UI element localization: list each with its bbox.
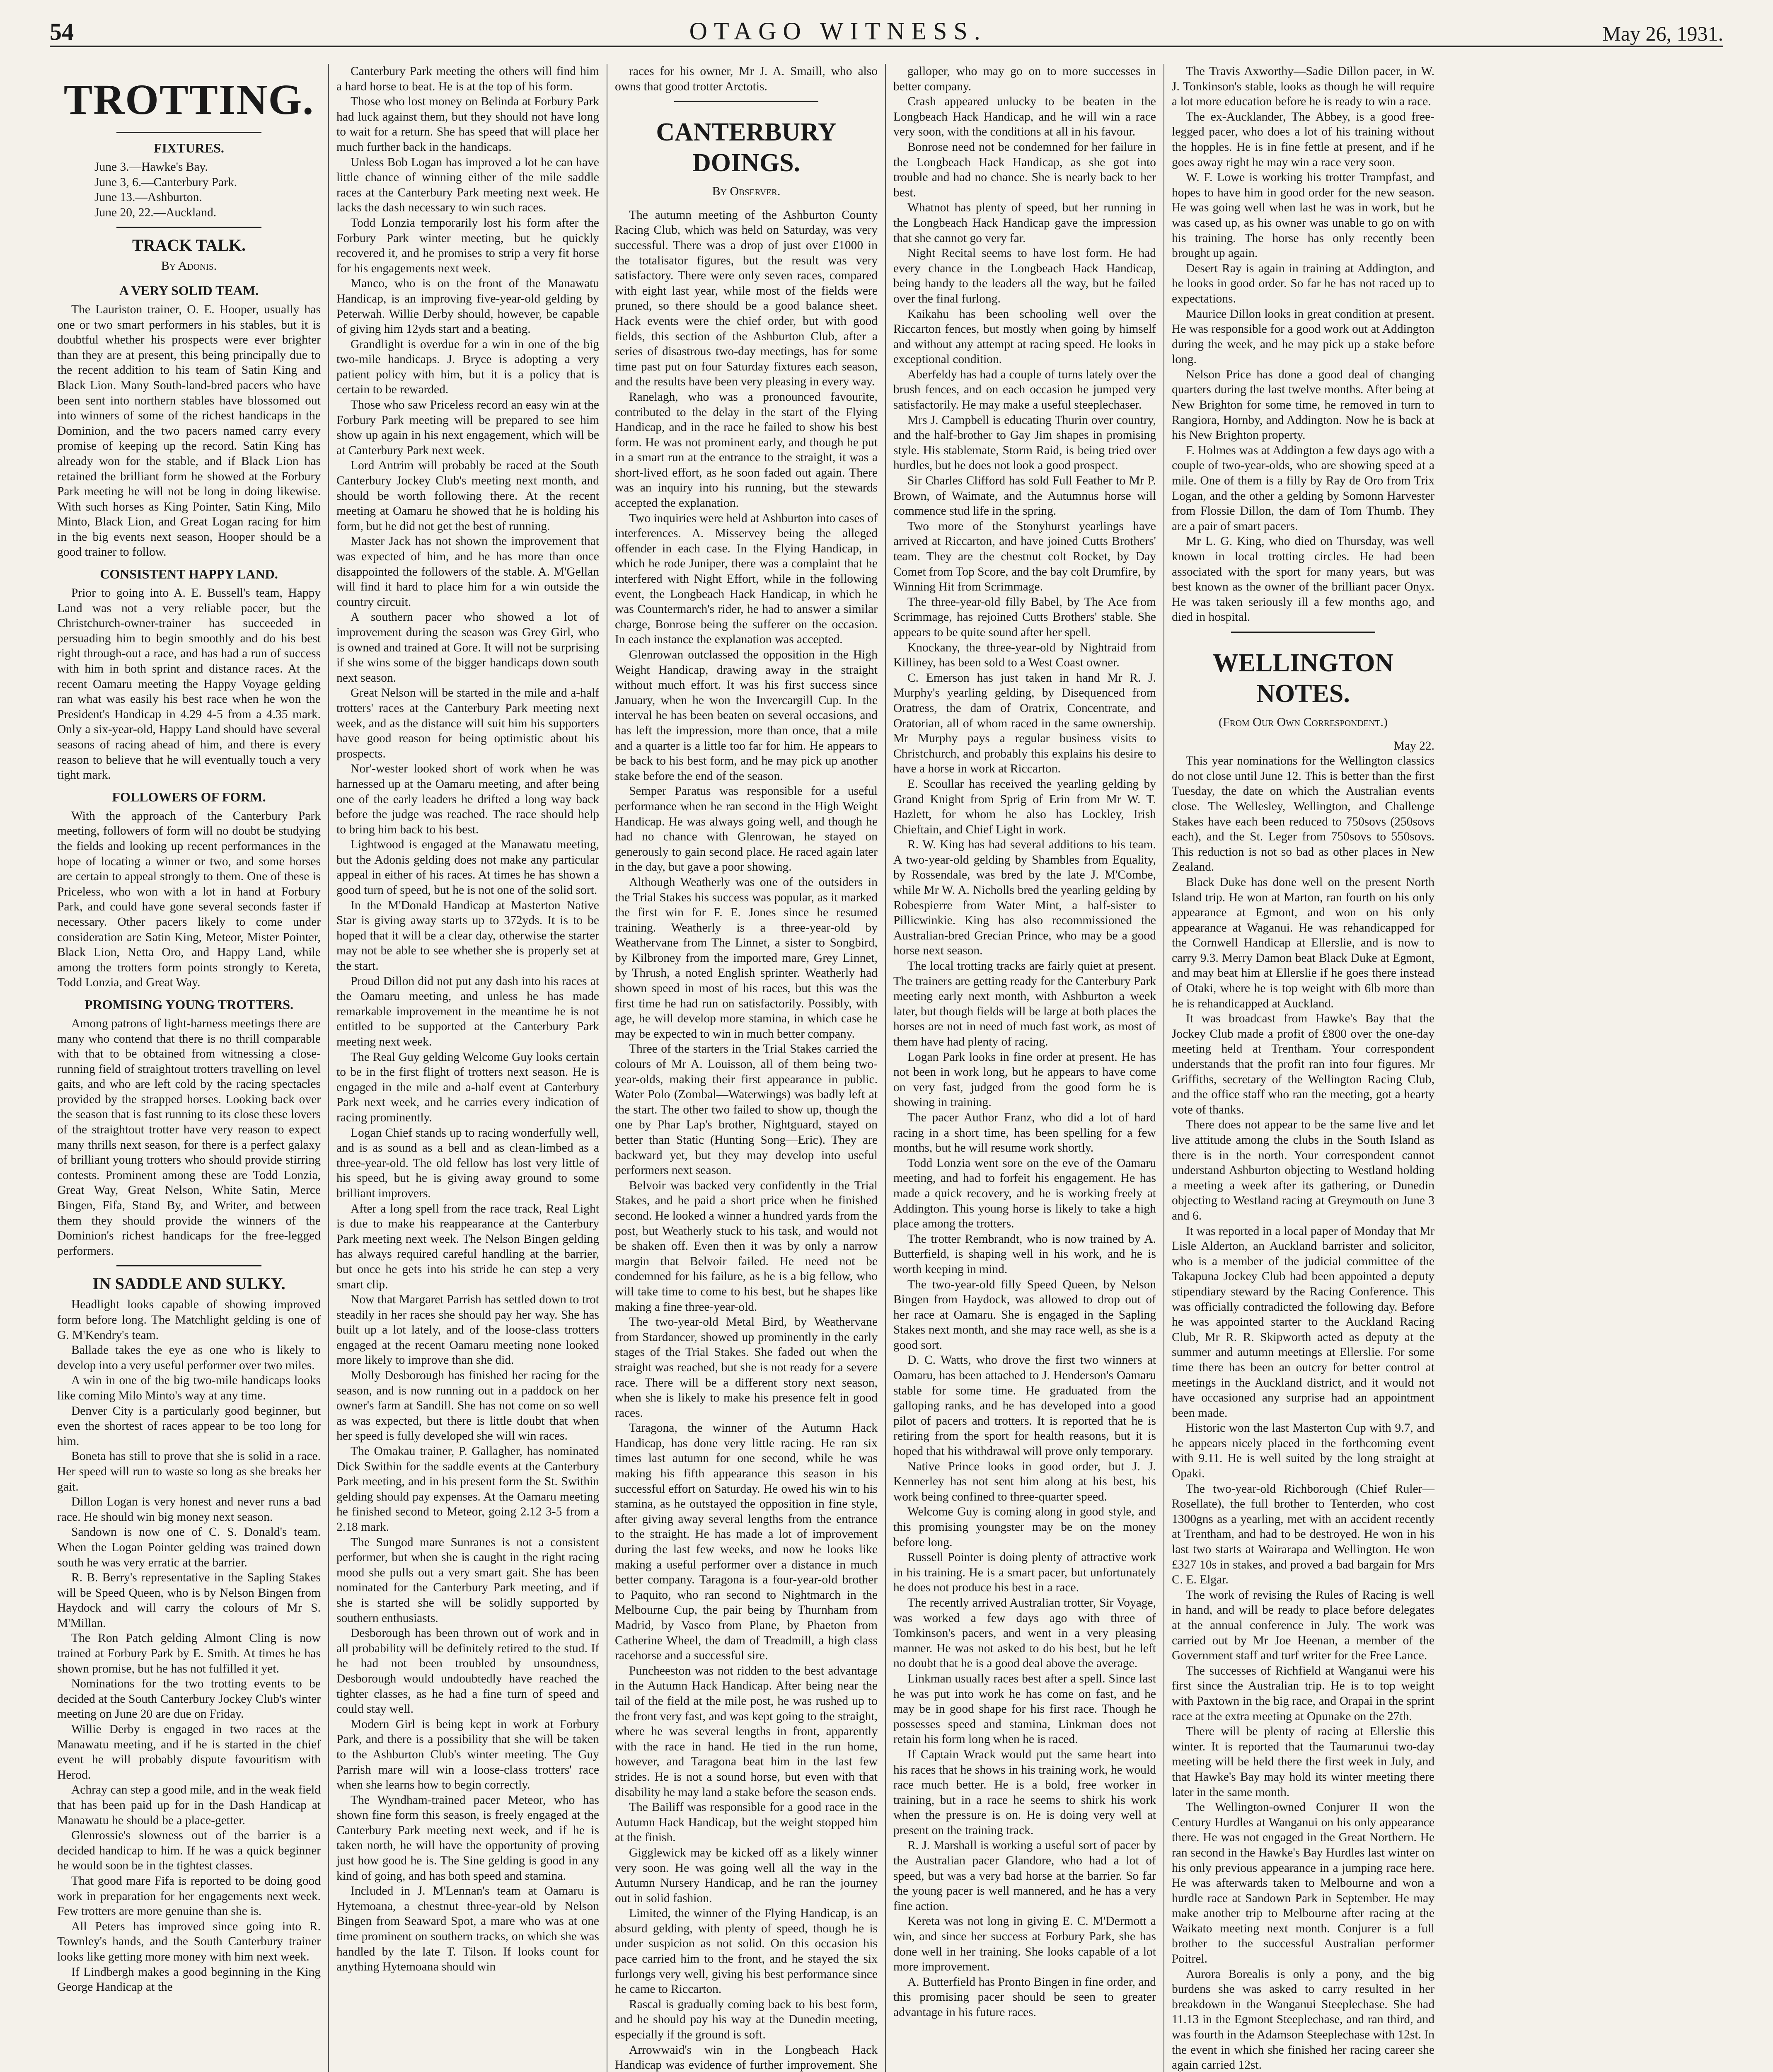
article-paragraph: A southern pacer who showed a lot of improvement during the season was Grey Girl, who is owned and trained at Gore. It will not be surprising if she wins some of the bigger handicaps down south next season. <box>336 610 599 685</box>
article-paragraph: Logan Park looks in fine order at present. He has not been in work long, but he appears to have come on very fast, judged from the good form he is showing in training. <box>893 1050 1156 1109</box>
divider <box>116 227 261 228</box>
article-paragraph: Sir Charles Clifford has sold Full Feather to Mr P. Brown, of Waimate, and the Autumnus horse will commence stud life in the spring. <box>893 474 1156 518</box>
article-paragraph: The recently arrived Australian trotter, Sir Voyage, was worked a few days ago with three of Tomkinson's pacers, and went in a very pleasing manner. He was not asked to do his best, but he left no doubt that he is a good deal above the average. <box>893 1596 1156 1670</box>
article-paragraph: Achray can step a good mile, and in the weak field that has been paid up for in the Dash Handicap at Manawatu he should be a place-getter. <box>57 1783 321 1827</box>
article-paragraph: Dillon Logan is very honest and never runs a bad race. He should win big money next season. <box>57 1495 321 1524</box>
article-paragraph: Grandlight is overdue for a win in one of the big two-mile handicaps. J. Bryce is adopting a very patient policy with him, but it is a policy that is certain to be rewarded. <box>336 337 599 397</box>
article-paragraph: Welcome Guy is coming along in good style, and this promising youngster may be on the money before long. <box>893 1505 1156 1549</box>
article-paragraph: Molly Desborough has finished her racing for the season, and is now running out in a paddock on her owner's farm at Sandill. She has not come on so well as was expected, but there is little doubt that when her speed is fully developed she will win races. <box>336 1369 599 1443</box>
article-paragraph: Gigglewick may be kicked off as a likely winner very soon. He was going well all the way in the Autumn Nursery Handicap, and he ran the journey out in solid fashion. <box>615 1846 878 1905</box>
fixture-item: June 3, 6.—Canterbury Park. <box>94 175 237 189</box>
article-paragraph: All Peters has improved since going into R. Townley's hands, and the South Canterbury trainer looks like getting more money with him next week. <box>57 1920 321 1963</box>
article-paragraph: Bonrose need not be condemned for her failure in the Longbeach Hack Handicap, as she got into trouble and had no chance. She is nearly back to her best. <box>893 140 1156 199</box>
article-paragraph: With the approach of the Canterbury Park meeting, followers of form will no doubt be studying the fields and looking up recent performances in the hope of locating a winner or two, and some horses are certain to appeal strongly to them. One of these is Priceless, who won with a lot in hand at Forbury Park, and could have gone several seconds faster if necessary. Other pacers likely to come under consideration are Satin King, Meteor, Mister Pointer, Black Lion, Netta Oro, and Happy Land, while among the trotters form points strongly to Kereta, Todd Lonzia, and Great Way. <box>57 809 321 990</box>
article-paragraph: In the M'Donald Handicap at Masterton Native Star is giving away starts up to 372yds. It is to be hoped that it will be a clear day, otherwise the starter may not be able to see whether she is properly set at the start. <box>336 898 599 973</box>
column-5 <box>1163 64 1442 2072</box>
wellington-date: May 22. <box>1393 739 1434 753</box>
article-paragraph: Lightwood is engaged at the Manawatu meeting, but the Adonis gelding does not make any particular appeal in either of his races. At times he has shown a good turn of speed, but he is not one of the solid sort. <box>336 838 599 897</box>
fixture-item: June 3.—Hawke's Bay. <box>94 160 208 174</box>
happy-land-heading: CONSISTENT HAPPY LAND. <box>100 566 278 582</box>
article-paragraph: The Wyndham-trained pacer Meteor, who has shown fine form this season, is freely engaged at the Canterbury Park meeting next week, and if he is taken north, he will have the opportunity of proving just how good he is. The Sine gelding is good in any kind of going, and has both speed and stamina. <box>336 1793 599 1883</box>
article-paragraph: Crash appeared unlucky to be beaten in the Longbeach Hack Handicap, and he will win a race very soon, with the conditions at all in his favour. <box>893 95 1156 139</box>
article-paragraph: Modern Girl is being kept in work at Forbury Park, and there is a possibility that she will be taken to the Ashburton Club's winter meeting. The Guy Parrish mare will win a loose-class trotters' race when she learns how to begin correctly. <box>336 1717 599 1792</box>
article-paragraph: R. B. Berry's representative in the Sapling Stakes will be Speed Queen, who is by Nelson Bingen from Haydock and will carry the colours of Mr S. M'Millan. <box>57 1571 321 1630</box>
article-paragraph: Manco, who is on the front of the Manawatu Handicap, is an improving five-year-old gelding by Peterwah. Willie Derby should, however, be capable of giving him 12yds start and a beating. <box>336 277 599 336</box>
fixtures-list <box>57 160 321 220</box>
article-paragraph: There does not appear to be the same live and let live attitude among the clubs in the South Island as there is in the north. Your correspondent cannot understand Ashburton objecting to Westland holding a meeting a week after its gathering, or Dunedin objecting to Westland racing at Greymouth on June 3 and 6. <box>1172 1118 1434 1222</box>
wellington-notes-heading: WELLINGTON NOTES. <box>1212 649 1394 708</box>
article-paragraph: The two-year-old Richborough (Chief Ruler—Rosellate), the full brother to Tenterden, who cost 1300gns as a yearling, met with an accident recently at Trentham, and had to be destroyed. He won in his last two starts at Wairarapa and Wellington. He won £327 10s in stakes, and proved a bad bargain for Mrs C. E. Elgar. <box>1172 1482 1434 1587</box>
divider <box>1231 632 1376 633</box>
page-number: 54 <box>50 18 74 45</box>
article-paragraph: Taragona, the winner of the Autumn Hack Handicap, has done very little racing. He ran six times last autumn for one second, while he was making his fifth appearance this season in his successful effort on Saturday. He owed his win to his stamina, as he outstayed the opposition in fine style, after giving away several lengths from the entrance to the straight. He has made a lot of improvement during the last few weeks, and now he looks like making a useful performer over a distance in much better company. Taragona is a four-year-old brother to Paquito, who ran second to Nightmarch in the Melbourne Cup, the pair being by Thurnham from Madrid, by Vasco from Plane, by Phaeton from Catherine Wheel, the dam of Treadmill, a high class racehorse and a successful sire. <box>615 1421 878 1663</box>
track-talk-byline: By Adonis. <box>161 259 217 273</box>
article-paragraph: Logan Chief stands up to racing wonderfully well, and is as sound as a bell and as clean-limbed as a three-year-old. The old fellow has lost very little of his speed, but he is giving away ground to some brilliant improvers. <box>336 1126 599 1200</box>
article-paragraph: Whatnot has plenty of speed, but her running in the Longbeach Hack Handicap gave the impression that she cannot go very far. <box>893 201 1156 245</box>
article-paragraph: Ranelagh, who was a pronounced favourite, contributed to the delay in the start of the Flying Handicap, and in the race he failed to show his best form. He was not prominent early, and though he put in a smart run at the entrance to the straight, it was a short-lived effort, as he soon faded out again. There was an inquiry into his running, but the stewards accepted the explanation. <box>615 390 878 510</box>
article-paragraph: Ballade takes the eye as one who is likely to develop into a very useful performer over two miles. <box>57 1343 321 1372</box>
article-paragraph: Native Prince looks in good order, but J. J. Kennerley has not sent him along at his best, his work being confined to three-quarter speed. <box>893 1460 1156 1503</box>
canterbury-byline: By Observer. <box>712 184 781 198</box>
article-paragraph: The Ron Patch gelding Almont Cling is now trained at Forbury Park by E. Smith. At times he has shown promise, but he has not fulfilled it yet. <box>57 1631 321 1675</box>
article-paragraph: Boneta has still to prove that she is solid in a race. Her speed will run to waste so long as she breaks her gait. <box>57 1450 321 1493</box>
article-paragraph: The Wellington-owned Conjurer II won the Century Hurdles at Wanganui on his only appearance there. He was not engaged in the Great Northern. He ran second in the Hawke's Bay Hurdles last winter on his only previous appearance in a jumping race here. He was afterwards taken to Melbourne and won a hurdle race at Sandown Park in September. He may make another trip to Melbourne after racing at the Waikato meeting next month. Conjurer is a full brother to the successful Australian performer Poitrel. <box>1172 1801 1434 1966</box>
article-paragraph: Nominations for the two trotting events to be decided at the South Canterbury Jockey Club's winter meeting on June 20 are due on Friday. <box>57 1677 321 1721</box>
article-paragraph: Two inquiries were held at Ashburton into cases of interferences. A. Misservey being the alleged offender in each case. In the Flying Handicap, in which he rode Juniper, there was a complaint that he interfered with Night Effort, while in the following event, the Longbeach Hack Handicap, in which he was Countermarch's rider, he had to answer a similar charge, Bonrose being the sufferer on the occasion. In each instance the explanation was accepted. <box>615 511 878 646</box>
article-paragraph: Canterbury Park meeting the others will find him a hard horse to beat. He is at the top of his form. <box>336 65 599 93</box>
young-trotters-heading: PROMISING YOUNG TROTTERS. <box>84 997 294 1012</box>
article-paragraph: Prior to going into A. E. Bussell's team, Happy Land was not a very reliable pacer, but the Christchurch-owner-trainer has succeeded in persuading him to begin smoothly and do his best right through-out a race, and has had a run of success with him in both sprint and distance races. At the recent Oamaru meeting the Happy Voyage gelding ran what was easily his best race when he won the President's Handicap in 4.29 4-5 from a 4.35 mark. Only a six-year-old, Happy Land should have several seasons of racing ahead of him, and there is every reason to believe that he will eventually touch a very tight mark. <box>57 586 321 782</box>
article-paragraph: Lord Antrim will probably be raced at the South Canterbury Jockey Club's meeting next month, and should be worth following there. At the recent meeting at Oamaru he showed that he is holding his form, but he did not get the best of running. <box>336 459 599 533</box>
divider <box>674 101 819 102</box>
fixtures-heading: FIXTURES. <box>154 140 224 155</box>
article-paragraph: The work of revising the Rules of Racing is well in hand, and will be ready to place before delegates at the annual conference in July. The work was carried out by Mr Joe Heenan, a member of the Government staff and turf writer for the Free Lance. <box>1172 1588 1434 1663</box>
article-paragraph: The three-year-old filly Babel, by The Ace from Scrimmage, has rejoined Cutts Brothers' stable. She appears to be quite sound after her spell. <box>893 595 1156 639</box>
article-paragraph: It was reported in a local paper of Monday that Mr Lisle Alderton, an Auckland barrister and solicitor, who is a member of the judicial committee of the Takapuna Jockey Club had been appointed a deputy stipendiary steward by the Racing Conference. This was officially contradicted the following day. Before he was appointed starter to the Auckland Racing Club, Mr R. R. Skipworth acted as deputy at the summer and autumn meetings at Ellerslie. For some time there has been an outcry for better control at meetings in the Auckland district, and it would not have occasioned any surprise had an appointment been made. <box>1172 1224 1434 1420</box>
saddle-paragraphs <box>57 1297 321 1995</box>
article-paragraph: Three of the starters in the Trial Stakes carried the colours of Mr A. Louisson, all of them being two-year-olds, making their first appearance in public. Water Polo (Zombal—Waterwings) was badly left at the start. The other two failed to show up, though the one by Phar Lap's brother, Nightguard, stayed on better than Static (Hunting Song—Eric). They are backward yet, but they may develop into useful performers next season. <box>615 1042 878 1177</box>
canterbury-paragraphs <box>615 208 878 2072</box>
article-paragraph: That good mare Fifa is reported to be doing good work in preparation for her engagements next week. Few trotters are more genuine than she is. <box>57 1874 321 1918</box>
article-paragraph: Knockany, the three-year-old by Nightraid from Killiney, has been sold to a West Coast owner. <box>893 641 1156 670</box>
newspaper-title: OTAGO WITNESS. <box>689 17 987 45</box>
masthead <box>50 12 1723 47</box>
article-paragraph: Limited, the winner of the Flying Handicap, is an absurd gelding, with plenty of speed, though he is under suspicion as not solid. On this occasion his pace carried him to the front, and he stayed the six furlongs very well, giving his best performance since he came to Riccarton. <box>615 1907 878 1996</box>
article-paragraph: Included in J. M'Lennan's team at Oamaru is Hytemoana, a chestnut three-year-old by Nelson Bingen from Seaward Spot, a mare who was at one time prominent on southern tracks, on which she was handled by the late T. Tilson. If looks count for anything Hytemoana should win <box>336 1884 599 1974</box>
article-paragraph: Nor'-wester looked short of work when he was harnessed up at the Oamaru meeting, and after being one of the early leaders he drifted a long way back before the judge was reached. The race should help to bring him back to his best. <box>336 762 599 836</box>
article-paragraph: races for his owner, Mr J. A. Smaill, who also owns that good trotter Arctotis. <box>615 65 878 93</box>
article-paragraph: The Travis Axworthy—Sadie Dillon pacer, in W. J. Tonkinson's stable, looks as though he will require a lot more education before he is ready to win a race. <box>1172 65 1434 109</box>
article-paragraph: Desborough has been thrown out of work and in all probability will be definitely retired to the stud. If he had not been troubled by unsoundness, Desborough would undoubtedly have reached the tighter classes, as he had a fine turn of speed and could stay well. <box>336 1627 599 1716</box>
article-paragraph: If Lindbergh makes a good beginning in the King George Handicap at the <box>57 1965 321 1994</box>
wellington-paragraphs <box>1172 753 1434 2072</box>
article-paragraph: Linkman usually races best after a spell. Since last he was put into work he has come on fast, and he may be in good shape for his first race. Though he possesses speed and stamina, Linkman does not retain his form long when he is raced. <box>893 1672 1156 1746</box>
article-paragraph: If Captain Wrack would put the same heart into his races that he shows in his training work, he would race much better. He is a bold, free worker in training, but in a race he seems to shirk his work when the pressure is on. He is doing very well at present on the training track. <box>893 1748 1156 1837</box>
article-paragraph: The Lauriston trainer, O. E. Hooper, usually has one or two smart performers in his stables, but it is doubtful whether his prospects were ever brighter than they are at present, this being principally due to the recent addition to his team of Satin King and Black Lion. Many South-land-bred pacers who have been sent into northern stables have blossomed out into winners of some of the richest handicaps in the Dominion, and the two pacers named carry every promise of keeping up the record. Satin King has already won for the stable, and if Black Lion has retained the brilliant form he showed at the Forbury Park meeting he will not be long in doing likewise. With such horses as King Pointer, Satin King, Milo Minto, Black Lion, and Great Logan racing for him in the big events next season, Hooper should be a good trainer to follow. <box>57 303 321 559</box>
article-paragraph: Headlight looks capable of showing improved form before long. The Matchlight gelding is one of G. M'Kendry's team. <box>57 1298 321 1342</box>
wellington-byline: (From Our Own Correspondent.) <box>1219 715 1388 729</box>
article-paragraph: Kaikahu has been schooling well over the Riccarton fences, but mostly when going by himself and without any attempt at racing speed. He looks in exceptional condition. <box>893 307 1156 366</box>
article-paragraph: Nelson Price has done a good deal of changing quarters during the last twelve months. After being at New Brighton for some time, he removed in turn to Rangiora, Hornby, and Addington. Now he is back at his New Brighton property. <box>1172 368 1434 442</box>
article-paragraph: Maurice Dillon looks in great condition at present. He was responsible for a good work out at Addington during the week, and he may pick up a stake before long. <box>1172 307 1434 366</box>
article-paragraph: The Omakau trainer, P. Gallagher, has nominated Dick Swithin for the saddle events at the Canterbury Park meeting, and in his present form the St. Swithin gelding should pay expenses. At the Oamaru meeting he finished second to Meteor, going 2.12 3-5 from a 2.18 mark. <box>336 1445 599 1534</box>
article-paragraph: The two-year-old filly Speed Queen, by Nelson Bingen from Haydock, was allowed to drop out of her race at Oamaru. She is engaged in the Sapling Stakes next month, and she may race well, as she is a good sort. <box>893 1278 1156 1352</box>
article-paragraph: Russell Pointer is doing plenty of attractive work in his training. He is a smart pacer, but unfortunately he does not produce his best in a race. <box>893 1551 1156 1595</box>
article-paragraph: D. C. Watts, who drove the first two winners at Oamaru, has been attached to J. Henderson's Oamaru stable for some time. He graduated from the galloping ranks, and he has developed into a good pilot of pacers and trotters. It is reported that he is retiring from the sport for health reasons, but it is hoped that his withdrawal will prove only temporary. <box>893 1353 1156 1458</box>
article-paragraph: Rascal is gradually coming back to his best form, and he should pay his way at the Dunedin meeting, especially if the ground is soft. <box>615 1997 878 2042</box>
divider <box>116 1265 261 1266</box>
article-paragraph: Arrowwaid's win in the Longbeach Hack Handicap was evidence of further improvement. She <box>615 2043 878 2072</box>
article-paragraph: Two more of the Stonyhurst yearlings have arrived at Riccarton, and have joined Cutts Brothers' team. They are the chestnut colt Rocket, by Day Comet from Top Score, and the bay colt Drumfire, by Winning Hit from Scrimmage. <box>893 519 1156 594</box>
article-paragraph: This year nominations for the Wellington classics do not close until June 12. This is better than the first Tuesday, the date on which the Australian events close. The Wellesley, Wellington, and Challenge Stakes have each been reduced to 750sovs (250sovs each), and the St. Leger from 750sovs to 550sovs. This reduction is not so bad as other places in New Zealand. <box>1172 754 1434 874</box>
article-paragraph: It was broadcast from Hawke's Bay that the Jockey Club made a profit of £800 over the one-day meeting held at Trentham. Your correspondent understands that the profit ran into four figures. Mr Griffiths, secretary of the Wellington Racing Club, and the office staff who ran the meeting, got a hearty vote of thanks. <box>1172 1012 1434 1116</box>
article-paragraph: Todd Lonzia went sore on the eve of the Oamaru meeting, and had to forfeit his engagement. He has made a quick recovery, and he is working freely at Addington. This young horse is likely to take a high place among the trotters. <box>893 1156 1156 1231</box>
article-paragraph: Denver City is a particularly good beginner, but even the shortest of races appear to be too long for him. <box>57 1404 321 1448</box>
article-paragraph: Belvoir was backed very confidently in the Trial Stakes, and he paid a short price when he finished second. He looked a winner a hundred yards from the post, but Weatherly stuck to his task, and would not be shaken off. Even then it was by only a narrow margin that Belvoir failed. He need not be condemned for his failure, as he is a big fellow, who will take time to come to his best, but he shapes like making a fine three-year-old. <box>615 1179 878 1314</box>
article-paragraph: Aberfeldy has had a couple of turns lately over the brush fences, and on each occasion he jumped very satisfactorily. He may make a useful steeplechaser. <box>893 368 1156 412</box>
article-paragraph: R. J. Marshall is working a useful sort of pacer by the Australian pacer Glandore, who had a lot of speed, but was a very bad horse at the barrier. So far the young pacer is well mannered, and he has a very fine action. <box>893 1839 1156 1913</box>
article-paragraph: F. Holmes was at Addington a few days ago with a couple of two-year-olds, who are showing speed at a mile. One of them is a filly by Ray de Oro from Trix Logan, and the other a gelding by Somonn Harvester from Flossie Dillon, the dam of Tom Thumb. They are a pair of smart pacers. <box>1172 443 1434 533</box>
article-paragraph: The ex-Aucklander, The Abbey, is a good free-legged pacer, who does a lot of his training without the hopples. He is in fine fettle at present, and if he goes away right he may win a race very soon. <box>1172 110 1434 169</box>
saddle-sulky-heading: IN SADDLE AND SULKY. <box>92 1274 285 1293</box>
divider <box>116 132 261 133</box>
article-paragraph: Todd Lonzia temporarily lost his form after the Forbury Park winter meeting, but he quickly recovered it, and he promises to strip a very fit horse for his engagements next week. <box>336 216 599 275</box>
article-paragraph: Those who saw Priceless record an easy win at the Forbury Park meeting will be prepared to see him show up again in his next engagement, which will be at Canterbury Park next week. <box>336 398 599 457</box>
article-paragraph: There will be plenty of racing at Ellerslie this winter. It is reported that the Taumarunui two-day meeting will be held there the first week in July, and that Hawke's Bay may hold its winter meeting there later in the same month. <box>1172 1725 1434 1799</box>
article-paragraph: R. W. King has had several additions to his team. A two-year-old gelding by Shambles from Equality, by Rossendale, was bred by the late J. M'Combe, while Mr W. A. Nicholls bred the yearling gelding by Robespierre from Water Mint, a half-sister to Pillicwinkie. King has also recommissioned the Australian-bred Grecian Prince, who may be a good horse next season. <box>893 838 1156 958</box>
fixture-item: June 13.—Ashburton. <box>94 191 202 204</box>
canterbury-doings-heading: CANTERBURY DOINGS. <box>656 118 837 177</box>
column-4-paragraphs <box>893 64 1156 2020</box>
article-paragraph: Night Recital seems to have lost form. He had every chance in the Longbeach Hack Handicap, being handy to the leaders all the way, but he failed over the final furlong. <box>893 247 1156 305</box>
article-paragraph: Master Jack has not shown the improvement that was expected of him, and he has more than once disappointed the followers of the stable. A. M'Gellan will find it hard to place him for a win outside the country circuit. <box>336 535 599 609</box>
issue-date: May 26, 1931. <box>1602 22 1723 45</box>
article-paragraph: A win in one of the big two-mile handicaps looks like coming Milo Minto's way at any time. <box>57 1374 321 1402</box>
column-1 <box>50 64 328 2072</box>
article-paragraph: W. F. Lowe is working his trotter Trampfast, and hopes to have him in good order for the new season. He was going well when last he was in work, but he was cased up, as his owner was unable to go on with his training. The horse has only recently been brought up again. <box>1172 171 1434 260</box>
fixture-item: June 20, 22.—Auckland. <box>94 206 217 219</box>
article-paragraph: galloper, who may go on to more successes in better company. <box>893 65 1156 93</box>
article-paragraph: Glenrossie's slowness out of the barrier is a decided handicap to him. If he was a quick beginner he would soon be in the tightest classes. <box>57 1829 321 1873</box>
article-paragraph: Mrs J. Campbell is educating Thurin over country, and the half-brother to Gay Jim shapes in promising style. His stablemate, Storm Raid, is being tried over hurdles, but he does not look a good prospect. <box>893 413 1156 472</box>
article-paragraph: The Bailiff was responsible for a good race in the Autumn Hack Handicap, but the weight stopped him at the finish. <box>615 1801 878 1844</box>
article-paragraph: Proud Dillon did not put any dash into his races at the Oamaru meeting, and unless he has made remarkable improvement in the meantime he is not entitled to be supported at the Canterbury Park meeting next week. <box>336 974 599 1048</box>
article-paragraph: The successes of Richfield at Wanganui were his first since the Australian trip. He is to top weight with Paxtown in the big race, and Orapai in the sprint race at the extra meeting at Opunake on the 27th. <box>1172 1664 1434 1723</box>
article-paragraph: Great Nelson will be started in the mile and a-half trotters' races at the Canterbury Park meeting next week, and as the distance will suit him his supporters have good reason for being optimistic about his prospects. <box>336 686 599 760</box>
article-paragraph: Glenrowan outclassed the opposition in the High Weight Handicap, drawing away in the straight without much effort. It was his first success since January, when he won the Invercargill Cup. In the interval he has been beaten on several occasions, and has left the impression, more than once, that a mile and a quarter is a little too far for him. He appears to be back to his best form, and he may pick up another stake before the end of the season. <box>615 648 878 783</box>
article-paragraph: Now that Margaret Parrish has settled down to trot steadily in her races she should pay her way. She has built up a lot lately, and of the loose-class trotters engaged at the recent Oamaru meeting none looked more likely to improve than she did. <box>336 1293 599 1367</box>
column-4 <box>885 64 1163 2072</box>
article-paragraph: Desert Ray is again in training at Addington, and he looks in good order. So far he has not raced up to expectations. <box>1172 261 1434 305</box>
article-paragraph: The autumn meeting of the Ashburton County Racing Club, which was held on Saturday, was very successful. There was a drop of just over £1000 in the totalisator figures, but the result was very satisfactory. There were only seven races, compared with eight last year, while most of the fields were pruned, so there should be a good balance sheet. Hack events were the chief order, but with good fields, this section of the Ashburton Club, after a series of disastrous two-day meetings, has for some time past put on four Saturday fixtures each season, and the results have been very pleasing in every way. <box>615 208 878 389</box>
article-paragraph: Kereta was not long in giving E. C. M'Dermott a win, and since her success at Forbury Park, she has done well in her training. She looks capable of a lot more improvement. <box>893 1915 1156 1974</box>
column-5-paragraphs <box>1172 64 1434 625</box>
article-paragraph: After a long spell from the race track, Real Light is due to make his reappearance at the Canterbury Park meeting next week. The Nelson Bingen gelding has always required careful handling at the barrier, but once he gets into his stride he can step a very smart clip. <box>336 1202 599 1291</box>
track-talk-heading: TRACK TALK. <box>132 236 246 255</box>
followers-heading: FOLLOWERS OF FORM. <box>112 789 266 804</box>
article-paragraph: The Sungod mare Sunranes is not a consistent performer, but when she is caught in the right racing mood she pulls out a very smart gait. She has been nominated for the Canterbury Park meeting, and if she is started she will be solidly supported by southern enthusiasts. <box>336 1535 599 1625</box>
article-paragraph: Puncheeston was not ridden to the best advantage in the Autumn Hack Handicap. After being near the tail of the field at the mile post, he was rushed up to the front very fast, and was kept going to the straight, where he was several lengths in front, apparently with the race in hand. He tied in the run home, however, and Taragona beat him in the last few strides. He is not a sound horse, but even with that disability he may land a stake before the season ends. <box>615 1664 878 1799</box>
column-2-paragraphs <box>336 64 599 1975</box>
article-paragraph: The Real Guy gelding Welcome Guy looks certain to be in the first flight of trotters next season. He is engaged in the mile and a-half event at Canterbury Park next week, and he carries every indication of racing prominently. <box>336 1050 599 1124</box>
article-paragraph: C. Emerson has just taken in hand Mr R. J. Murphy's yearling gelding, by Disequenced from Oratress, the dam of Oratrix, Concentrate, and Oratorian, all of whom raced in the same ownership. Mr Murphy pays a regular business visits to Christchurch, and probably this explains his desire to have a horse in work at Riccarton. <box>893 671 1156 776</box>
article-paragraph: Black Duke has done well on the present North Island trip. He won at Marton, ran fourth on his only appearance at Egmont, and won on his only appearance at Waganui. He was rehandicapped for the Cornwell Handicap at Ellerslie, and is now to carry 9.3. Merry Damon beat Black Duke at Egmont, and may beat him at Ellerslie if he goes there instead of Otaki, where he is top weight with 6lb more than he is rehandicapped at Auckland. <box>1172 875 1434 1010</box>
trotting-heading: TROTTING. <box>63 76 314 123</box>
article-paragraph: Sandown is now one of C. S. Donald's team. When the Logan Pointer gelding was trained down south he was very erratic at the barrier. <box>57 1525 321 1569</box>
article-paragraph: Semper Paratus was responsible for a useful performance when he ran second in the High Weight Handicap. He was always going well, and though he had no chance with Glenrowan, he stayed on generously to gain second place. He raced again later in the day, but gave a poor showing. <box>615 784 878 874</box>
article-paragraph: Although Weatherly was one of the outsiders in the Trial Stakes his success was popular, as it marked the first win for F. E. Jones since he resumed training. Weatherly is a three-year-old by Weathervane from The Linnet, a sister to Songbird, by Kilbroney from the imported mare, Grey Linnet, by Thrush, a noted English sprinter. Weatherly had shown speed in most of his races, but this was the first time he had run on satisfactorily. Possibly, with age, he will develop more stamina, in which case he may be expected to win in much better company. <box>615 875 878 1041</box>
column-3 <box>607 64 885 2072</box>
article-paragraph: E. Scoullar has received the yearling gelding by Grand Knight from Sprig of Erin from Mr W. T. Hazlett, for whom he also has Lockley, Irish Chieftain, and Chief Light in work. <box>893 777 1156 836</box>
article-paragraph: Among patrons of light-harness meetings there are many who contend that there is no thrill comparable with that to be obtained from witnessing a close-running field of straightout trotters travelling on level gaits, and who are left cold by the racing spectacles provided by the strapped horses. Looking back over the season that is fast running to its close these lovers of the straightout trotter have very reason to expect many thrills next season, for there is a perfect galaxy of brilliant young trotters who should provide stirring contests. Prominent among these are Todd Lonzia, Great Way, Great Nelson, White Satin, Merce Bingen, Fifa, Stand By, and Writer, and between them they should provide the winners of the Dominion's richest handicaps for the free-legged performers. <box>57 1017 321 1258</box>
article-paragraph: The two-year-old Metal Bird, by Weathervane from Stardancer, showed up prominently in the early stages of the Trial Stakes. She faded out when the straight was reached, but she is not ready for a severe race. There will be a different story next season, when she is likely to make his presence felt in good races. <box>615 1315 878 1420</box>
article-paragraph: Willie Derby is engaged in two races at the Manawatu meeting, and if he is started in the chief event he will probably dispute favouritism with Herod. <box>57 1723 321 1782</box>
article-paragraph: The trotter Rembrandt, who is now trained by A. Butterfield, is shaping well in his work, and he is worth keeping in mind. <box>893 1232 1156 1276</box>
article-paragraph: Historic won the last Masterton Cup with 9.7, and he appears nicely placed in the forthcoming event with 9.11. He is well suited by the long straight at Opaki. <box>1172 1421 1434 1481</box>
article-paragraph: The pacer Author Franz, who did a lot of hard racing in a short time, has been spelling for a few months, but he will resume work shortly. <box>893 1111 1156 1155</box>
article-paragraph: Mr L. G. King, who died on Thursday, was well known in local trotting circles. He had been associated with the sport for many years, but was best known as the owner of the brilliant pacer Onyx. He was taken seriously ill a few months ago, and died in hospital. <box>1172 535 1434 624</box>
article-paragraph: Unless Bob Logan has improved a lot he can have little chance of winning either of the mile saddle races at the Canterbury Park meeting next week. He lacks the dash necessary to win such races. <box>336 155 599 215</box>
solid-team-heading: A VERY SOLID TEAM. <box>119 283 259 298</box>
columns <box>50 64 1723 2072</box>
article-paragraph: Those who lost money on Belinda at Forbury Park had luck against them, but they should not have long to wait for a return. She has speed that will place her much further back in the handicaps. <box>336 95 599 154</box>
article-paragraph: A. Butterfield has Pronto Bingen in fine order, and this promising pacer should be seen to greater advantage in his future races. <box>893 1975 1156 2019</box>
column-2 <box>328 64 607 2072</box>
article-paragraph: The local trotting tracks are fairly quiet at present. The trainers are getting ready for the Canterbury Park meeting early next month, with Ashburton a week later, but though fields will be large at both places the horses are not in need of much fast work, as most of them have had plenty of racing. <box>893 959 1156 1048</box>
article-paragraph: Aurora Borealis is only a pony, and the big burdens she was asked to carry resulted in her breakdown in the Wanganui Steeplechase. She had 11.13 in the Egmont Steeplechase, and ran third, and was fourth in the Adamson Steeplechase with 12st. In the event in which she finished her racing career she again carried 12st. <box>1172 1967 1434 2072</box>
